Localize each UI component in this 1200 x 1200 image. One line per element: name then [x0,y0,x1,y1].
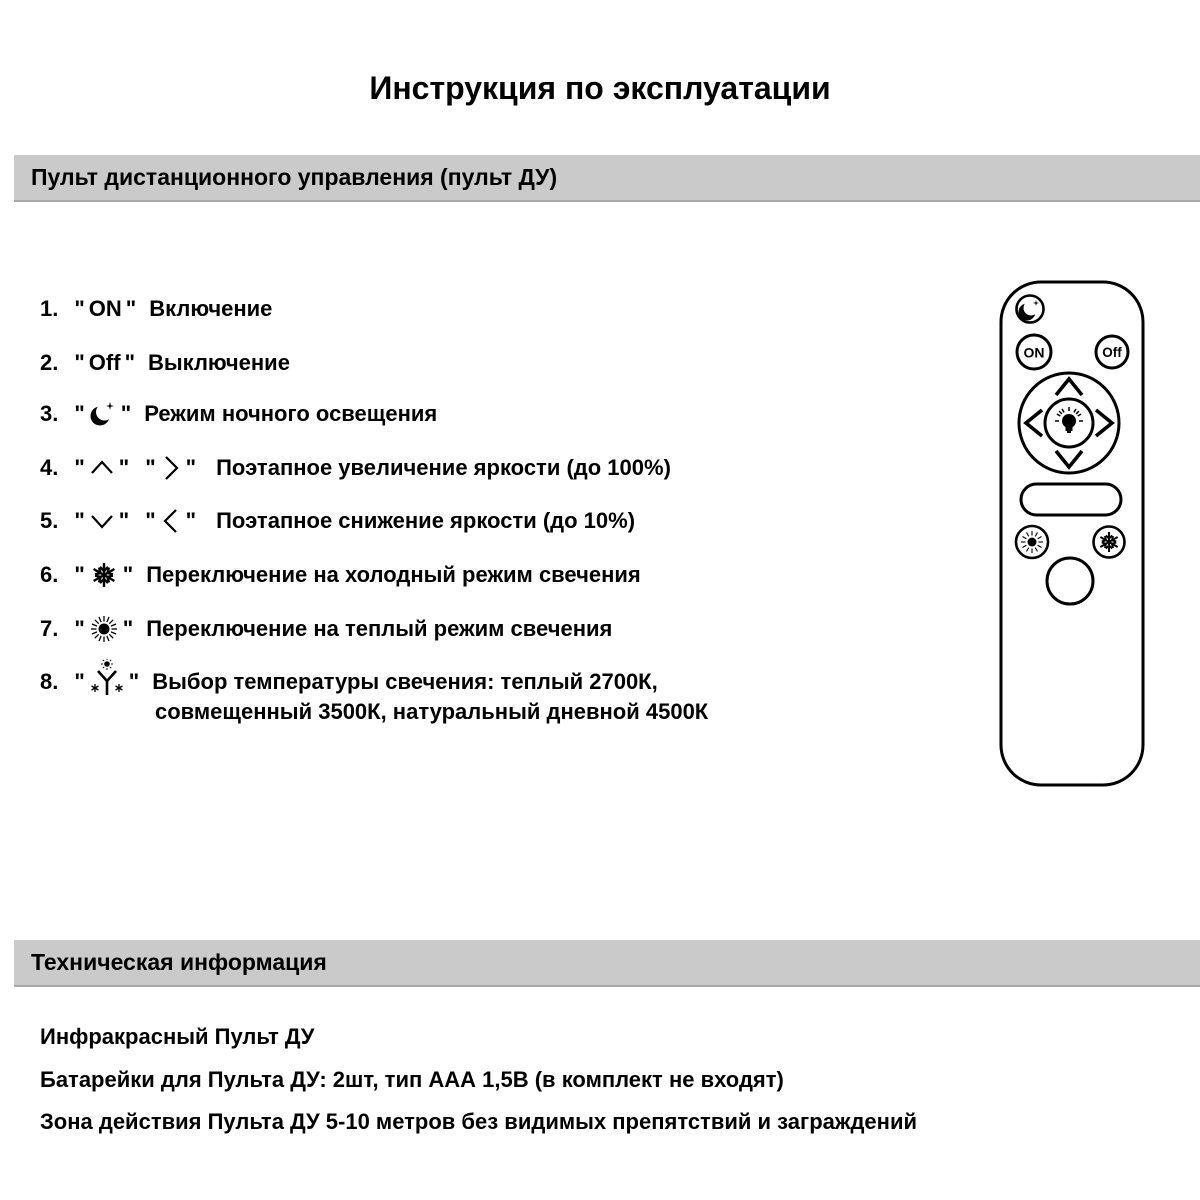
item-number: 8. [40,669,59,694]
quote-mark: " [124,350,135,375]
quote-mark: " [120,401,132,426]
item-number: 4. [40,455,59,480]
off-button-label: Off [88,350,121,375]
color-temperature-icon [89,663,125,701]
quote-mark: " [74,508,85,533]
page-title: Инструкция по эксплуатации [369,70,831,106]
section-header-remote [14,155,1200,202]
item-number: 3. [40,401,59,426]
quote-mark: " [185,508,197,533]
section-header-remote-label: Пульт дистанционного управления (пульт ДУ) [31,164,558,190]
item-text: Включение [149,296,273,321]
item-number: 1. [40,296,59,321]
list-item-color-temperature [40,667,658,697]
tech-line-ir-remote: Инфракрасный Пульт ДУ [40,1024,315,1049]
quote-mark: " [74,616,85,641]
quote-mark: " [74,669,85,694]
item-text-line1: Выбор температуры свечения: теплый 2700К, [152,669,658,694]
svg-text:Off: Off [1102,345,1122,360]
item-text: Переключение на теплый режим свечения [146,616,613,641]
item-number: 6. [40,562,59,587]
on-button-label: ON [88,296,122,321]
list-item-cold-mode [40,560,641,590]
chevron-down-icon [89,509,115,533]
quote-mark: " [118,455,130,480]
item-number: 7. [40,616,59,641]
tech-line-range: Зона действия Пульта ДУ 5-10 метров без видимых препятствий и заграждений [40,1109,918,1134]
section-header-tech [14,940,1200,987]
quote-mark: " [118,508,130,533]
item-number: 5. [40,508,59,533]
item-text-line2: совмещенный 3500К, натуральный дневной 4500К [155,699,709,724]
item-text: Поэтапное увеличение яркости (до 100%) [216,455,671,480]
chevron-left-icon [160,507,182,535]
quote-mark: " [74,455,85,480]
svg-text:ON: ON [1023,344,1045,361]
quote-mark: " [185,455,197,480]
remote-control-illustration [999,280,1145,790]
snowflake-icon [89,560,119,590]
quote-mark: " [74,296,85,321]
item-text: Переключение на холодный режим свечения [146,562,641,587]
list-item-on [40,294,272,324]
quote-mark: " [74,350,85,375]
tech-line-batteries: Батарейки для Пульта ДУ: 2шт, тип ААА 1,5В (в комплект не входят) [40,1067,784,1092]
item-text: Поэтапное снижение яркости (до 10%) [216,508,636,533]
quote-mark: " [145,508,156,533]
list-item-night-mode [40,399,437,429]
item-number: 2. [40,350,59,375]
list-item-brightness-up [40,453,671,483]
quote-mark: " [145,455,156,480]
item-text: Выключение [148,350,290,375]
chevron-right-icon [160,454,182,482]
quote-mark: " [74,401,85,426]
list-item-brightness-down [40,506,635,536]
crescent-moon-icon [89,399,117,429]
quote-mark: " [74,562,85,587]
list-item-off [40,348,290,378]
chevron-up-icon [89,456,115,480]
item-text: Режим ночного освещения [144,401,438,426]
quote-mark: " [122,562,134,587]
section-header-tech-label: Техническая информация [31,949,327,975]
sun-icon [89,614,119,644]
quote-mark: " [122,616,134,641]
quote-mark: " [125,296,137,321]
quote-mark: " [128,669,140,694]
list-item-warm-mode [40,614,612,644]
